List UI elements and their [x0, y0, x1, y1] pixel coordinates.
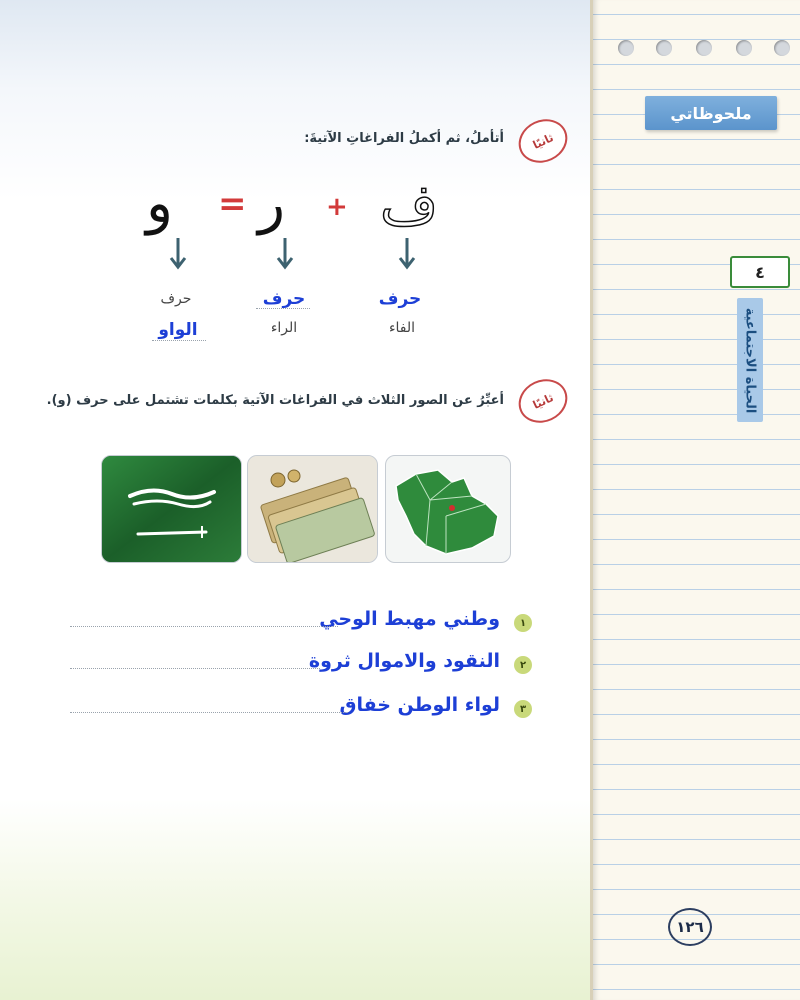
number-badge: ٢ [514, 656, 532, 674]
answer-word: الواو [158, 320, 198, 340]
letter-label: حرف [160, 291, 192, 307]
binder-hole-icon [618, 40, 634, 56]
binder-hole-icon [774, 40, 790, 56]
section-badge: ثانيًا [511, 371, 574, 430]
blank-line [256, 308, 310, 309]
answer-line-2 [70, 652, 540, 682]
down-arrow-icon [168, 236, 188, 270]
section-badge: ثانيًا [511, 111, 574, 170]
section2-instruction: أعبِّرُ عن الصور الثلاث في الفراغات الآتية بكلمات تشتمل على حرف (و). [46, 393, 504, 408]
section1-instruction: أتأملُ، ثم أكملُ الفراغاتِ الآتيةَ: [304, 131, 504, 146]
saudi-map-icon [385, 455, 511, 563]
down-arrow-icon [275, 236, 295, 270]
down-arrow-icon [397, 236, 417, 270]
saudi-flag-icon [101, 455, 242, 563]
blank-line [70, 626, 338, 627]
binder-hole-icon [736, 40, 752, 56]
answer-text: وطني مهبط الوحي [319, 608, 500, 630]
answer-text: لواء الوطن خفاق [339, 694, 500, 716]
number-badge: ٣ [514, 700, 532, 718]
answer-text: النقود والاموال ثروة [308, 650, 500, 672]
binder-hole-icon [696, 40, 712, 56]
letter-ra: ر [258, 171, 286, 236]
equals-operator: = [218, 184, 247, 224]
notes-title: ملحوظاتي [645, 96, 777, 130]
letter-name: الفاء [388, 320, 416, 336]
blank-line [152, 340, 206, 341]
answer-word: حرف [262, 289, 306, 309]
answer-line-1 [70, 608, 540, 638]
blank-line [70, 668, 320, 669]
plus-operator: + [326, 192, 348, 222]
page-number: ١٢٦ [668, 908, 712, 946]
binder-hole-icon [656, 40, 672, 56]
number-badge: ١ [514, 614, 532, 632]
unit-label [737, 298, 763, 422]
blank-line [70, 712, 348, 713]
answer-line-3 [70, 696, 540, 726]
notes-panel [590, 0, 800, 1000]
letter-waw: و [146, 171, 174, 236]
unit-title: الحياة الاجتماعية [742, 307, 758, 413]
answer-word: حرف [378, 289, 422, 309]
unit-number: ٤ [730, 256, 790, 288]
letter-fa: ف [380, 173, 439, 238]
money-icon [247, 455, 378, 563]
letter-name: الراء [270, 320, 298, 336]
